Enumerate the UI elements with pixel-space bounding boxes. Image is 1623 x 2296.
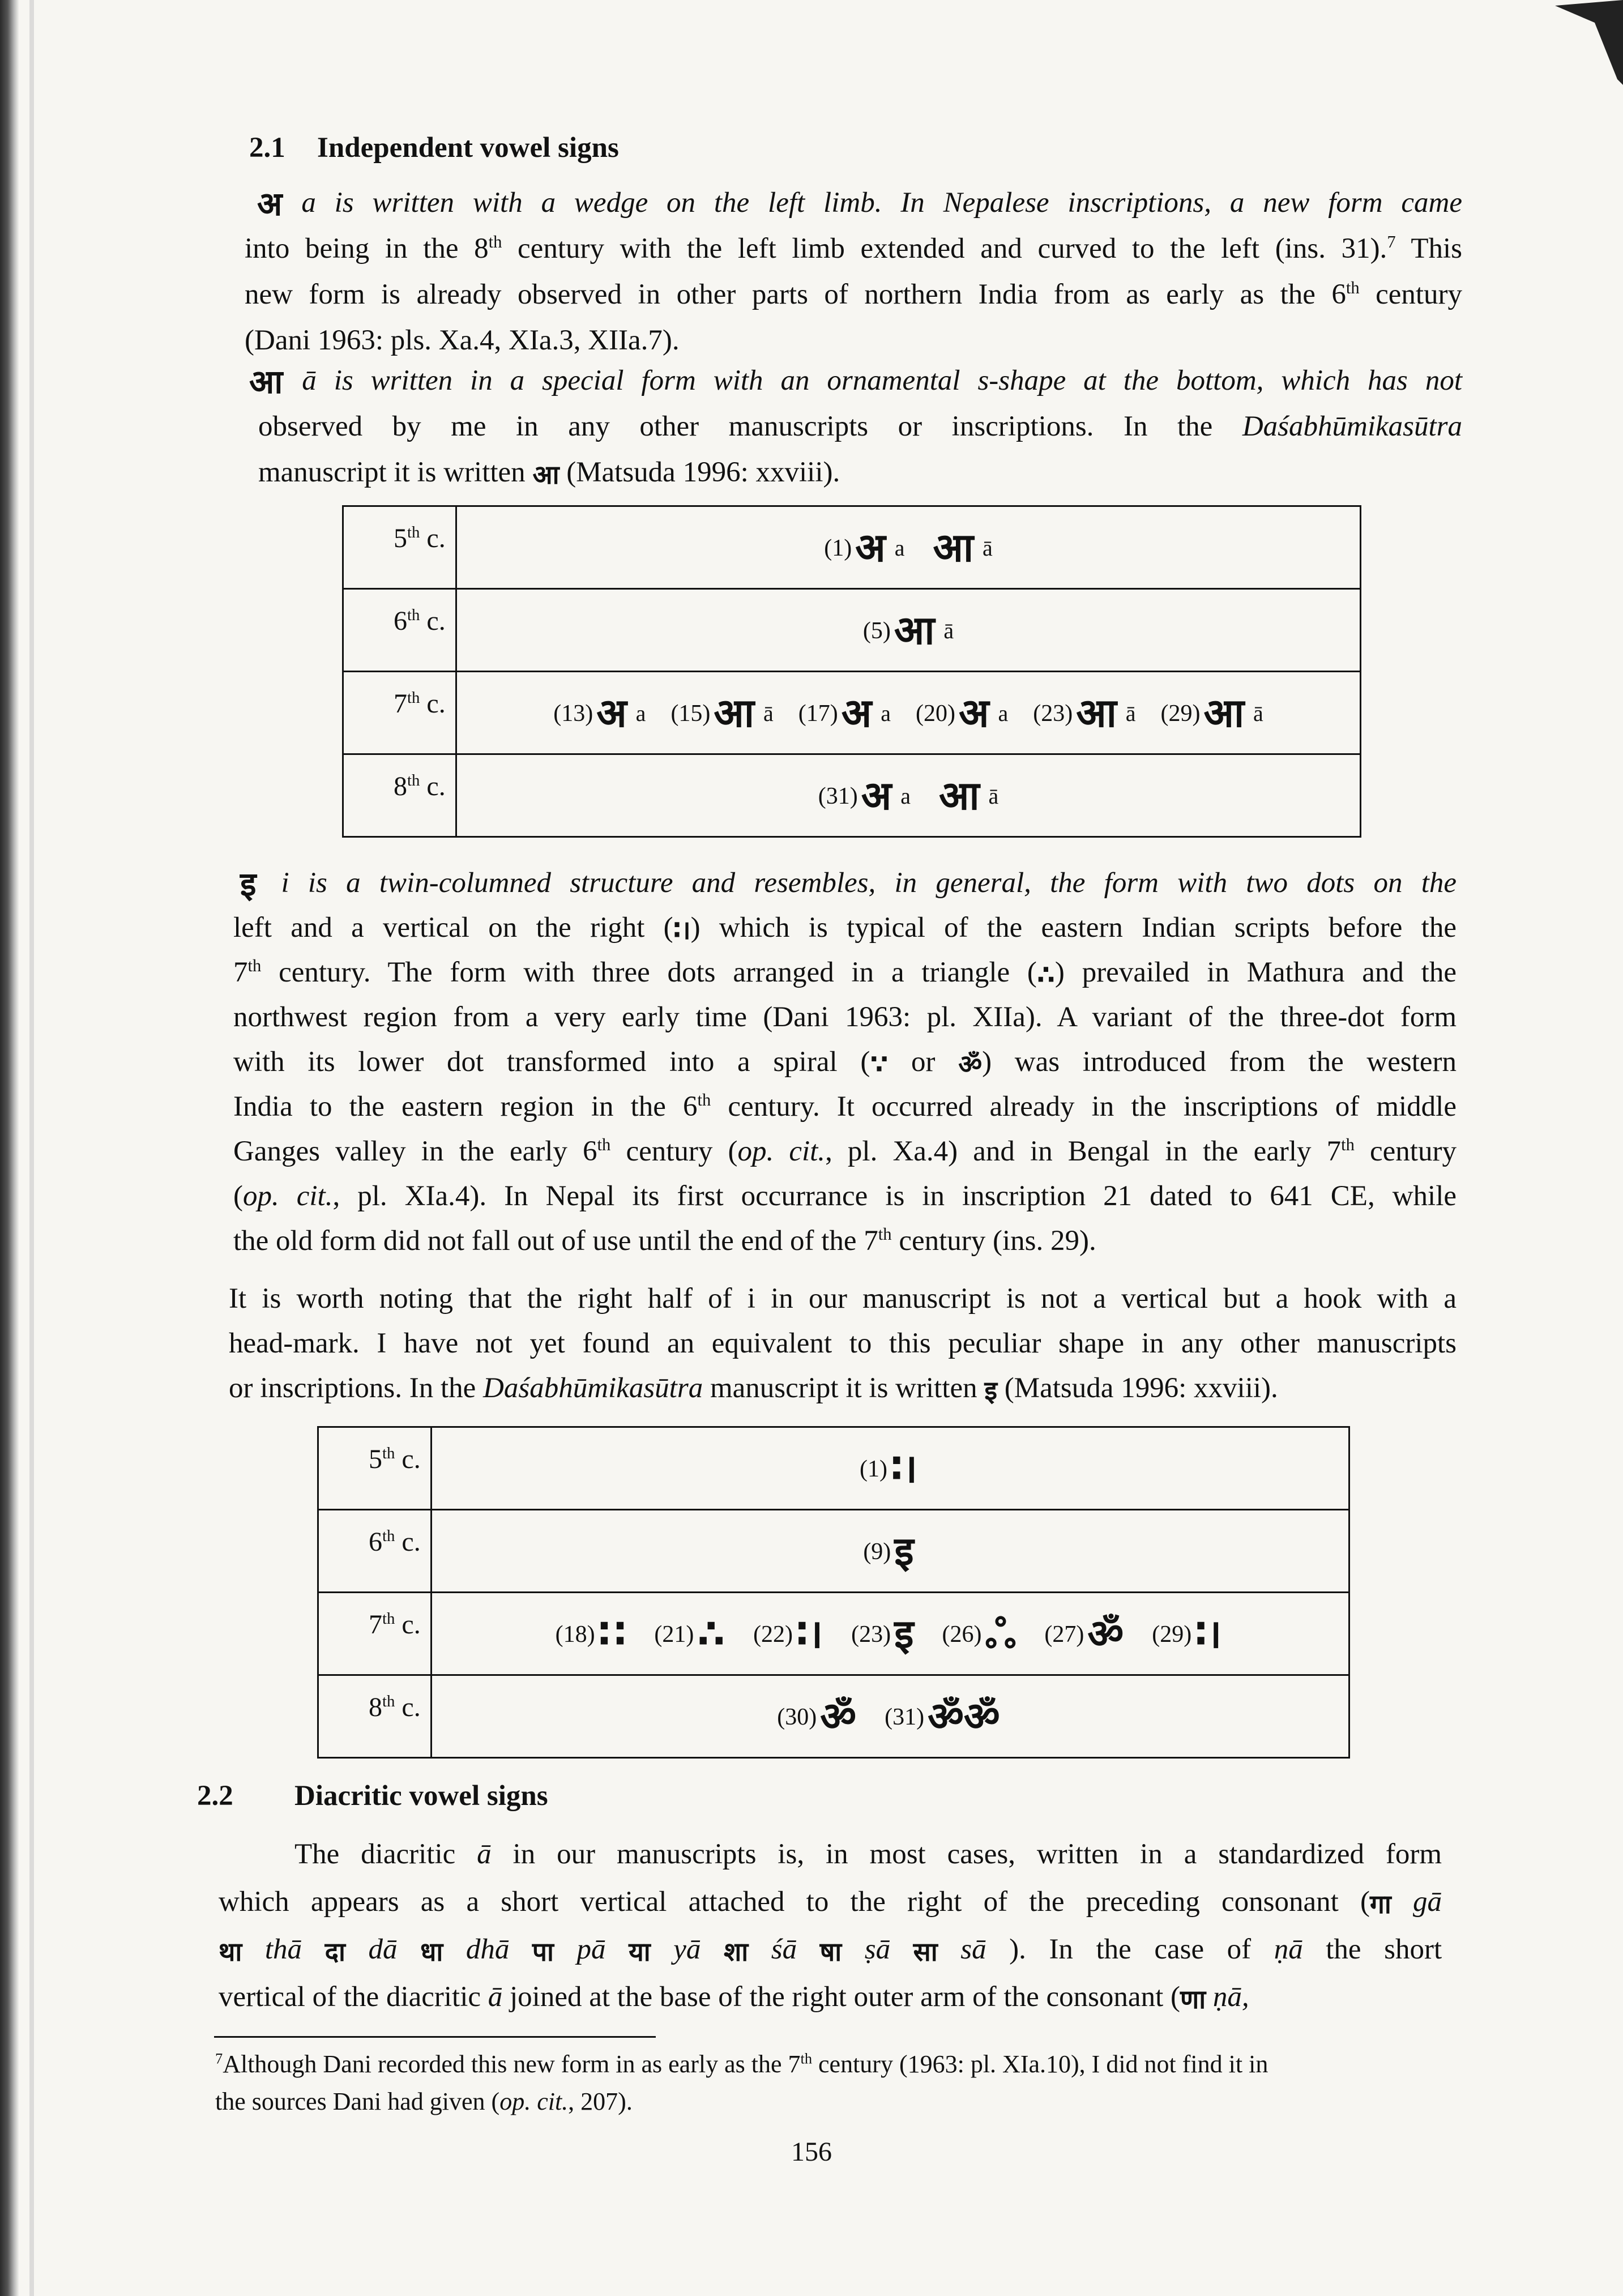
century-number: 6 xyxy=(394,606,407,636)
century-number: 7 xyxy=(394,689,407,719)
text: ). In the case of xyxy=(1009,1934,1252,1965)
page-number: 156 xyxy=(791,2137,832,2167)
text: 7 xyxy=(233,957,248,988)
text: joined at the base of the right outer arm of the consonant ( xyxy=(510,1981,1180,2013)
form-entry xyxy=(862,607,954,654)
form-entry xyxy=(553,689,646,736)
transliteration: yā xyxy=(673,1934,701,1965)
table-row xyxy=(343,506,1361,589)
transliteration: ā xyxy=(1125,700,1136,726)
transliteration: ā xyxy=(983,535,993,561)
glyph-ga-icon: गा xyxy=(1370,1889,1391,1919)
text: This xyxy=(1395,233,1462,264)
text: , pl. Xa.4) and in Bengal in the early 7 xyxy=(825,1136,1342,1167)
text: , pl. XIa.4). In Nepal its first occurrance is in inscription 21 dated to 641 CE, while xyxy=(332,1180,1457,1212)
glyph-two-dots-vertical-icon: ∶। xyxy=(673,915,691,945)
text: ) prevailed in Mathura and the xyxy=(1054,957,1457,988)
text-title: Daśabhūmikasūtra xyxy=(1242,411,1462,442)
inscription-number: (17) xyxy=(798,700,838,727)
transliteration: thā xyxy=(264,1934,302,1965)
century-number: 7 xyxy=(369,1610,382,1640)
century-cell xyxy=(343,672,456,754)
glyph-consonant-aa-icon: पा xyxy=(532,1936,554,1967)
akshara-glyph-icon: ஃ xyxy=(985,1610,1016,1657)
table-row xyxy=(318,1593,1349,1675)
akshara-glyph-icon: अ xyxy=(958,689,989,736)
glyph-consonant-aa-icon: षा xyxy=(819,1936,842,1967)
inscription-number: (21) xyxy=(654,1621,694,1648)
sup: th xyxy=(1346,278,1360,297)
glyph-consonant-aa-icon: धा xyxy=(420,1936,443,1967)
akshara-glyph-icon: अ xyxy=(841,689,872,736)
akshara-glyph-icon: अ xyxy=(596,689,627,736)
century-suffix: c. xyxy=(420,523,446,553)
glyph-nna-icon: णा xyxy=(1180,1984,1206,2015)
transliteration: a xyxy=(881,700,891,726)
section-title: Independent vowel signs xyxy=(317,132,619,164)
sup: th xyxy=(1341,1135,1355,1154)
sup: th xyxy=(407,523,420,541)
text: century with the left limb extended and curved to the left (ins. 31). xyxy=(502,233,1387,264)
transliteration: a xyxy=(894,535,905,561)
akshara-glyph-icon: ∴ xyxy=(697,1610,725,1657)
footnote-mark: 7 xyxy=(215,2050,223,2067)
inscription-number: (15) xyxy=(670,700,711,727)
form-entry xyxy=(863,1527,917,1574)
text: new form is already observed in other parts of northern India from as early as the 6 xyxy=(245,279,1346,310)
scan-left-edge xyxy=(0,0,19,2296)
text: vertical of the diacritic xyxy=(219,1981,481,2013)
text: ṇā, xyxy=(1212,1981,1249,2013)
footnote xyxy=(215,2046,1433,2120)
sup: th xyxy=(407,689,420,707)
sup: th xyxy=(382,1692,395,1710)
form-entry xyxy=(1044,1610,1127,1657)
paragraph-vowel-i xyxy=(233,861,1457,1264)
text: ( xyxy=(233,1180,243,1212)
century-suffix: c. xyxy=(420,771,446,801)
form-entry xyxy=(915,689,1009,736)
transliteration: pā xyxy=(576,1934,606,1965)
sup: th xyxy=(382,1610,395,1628)
text: ā xyxy=(488,1981,503,2013)
table-row xyxy=(343,589,1361,672)
akshara-glyph-icon: इ xyxy=(894,1527,914,1574)
form-entry xyxy=(929,524,993,571)
akshara-glyph-icon: आ xyxy=(714,689,754,736)
akshara-glyph-icon: इ xyxy=(894,1610,914,1657)
forms-cell xyxy=(432,1510,1349,1593)
form-entry xyxy=(1160,689,1263,736)
scan-corner-mark xyxy=(1532,0,1623,85)
form-entry xyxy=(1152,1610,1225,1657)
form-entry xyxy=(851,1610,917,1657)
text: (Dani 1963: pls. Xa.4, XIa.3, XIIa.7). xyxy=(245,325,680,356)
text: left and a vertical on the right ( xyxy=(233,912,673,944)
inscription-number: (1) xyxy=(859,1456,887,1482)
inscription-number: (13) xyxy=(553,700,593,727)
inscription-number: (1) xyxy=(824,535,852,561)
century-number: 8 xyxy=(369,1692,382,1722)
inscription-number: (9) xyxy=(863,1538,891,1565)
forms-cell xyxy=(456,672,1361,754)
akshara-glyph-icon: ∶। xyxy=(796,1610,823,1657)
text: op. cit. xyxy=(499,2088,569,2115)
century-suffix: c. xyxy=(395,1444,421,1474)
text: century xyxy=(1359,279,1462,310)
text: ṇā xyxy=(1274,1934,1303,1965)
sup: th xyxy=(697,1090,711,1109)
akshara-glyph-icon: ॐ xyxy=(820,1693,857,1740)
text: or inscriptions. In the xyxy=(229,1372,476,1404)
form-entry xyxy=(670,689,774,736)
transliteration: a xyxy=(900,783,911,809)
table-vowel-i-forms xyxy=(317,1426,1350,1759)
century-cell xyxy=(343,589,456,672)
table-row xyxy=(318,1427,1349,1510)
akshara-glyph-icon: ∷ xyxy=(598,1610,626,1657)
text: with its lower dot transformed into a spiral ( xyxy=(233,1046,870,1078)
sup: th xyxy=(407,771,420,789)
transliteration: ā xyxy=(763,700,774,726)
form-entry xyxy=(859,1445,921,1492)
sup: th xyxy=(597,1135,611,1154)
table-row xyxy=(318,1675,1349,1758)
inscription-number: (23) xyxy=(851,1621,891,1648)
century-suffix: c. xyxy=(420,606,446,636)
glyph-i-icon: इ xyxy=(984,1375,997,1406)
century-number: 6 xyxy=(369,1527,382,1557)
form-entry xyxy=(818,772,911,819)
form-entry xyxy=(777,1693,860,1740)
table-vowel-a-forms xyxy=(342,505,1361,838)
century-cell xyxy=(343,754,456,837)
akshara-glyph-icon: आ xyxy=(933,524,973,571)
inscription-number: (18) xyxy=(555,1621,595,1648)
text: manuscript it is written xyxy=(258,456,526,488)
inscription-number: (27) xyxy=(1044,1621,1084,1648)
footnote-ref: 7 xyxy=(1387,232,1396,251)
text: ) was introduced from the western xyxy=(982,1046,1457,1078)
inscription-number: (29) xyxy=(1160,700,1201,727)
century-cell xyxy=(318,1593,432,1675)
text: Although Dani recorded this new form in as early as the 7 xyxy=(223,2050,801,2078)
akshara-glyph-icon: ॐॐ xyxy=(928,1693,1000,1740)
text: northwest region from a very early time (Dani 1963: pl. XIIa). A variant of the three-dot form xyxy=(233,1001,1457,1033)
scan-left-shadow xyxy=(29,0,34,2296)
akshara-glyph-icon: अ xyxy=(855,524,886,571)
paragraph-vowel-a xyxy=(245,180,1462,364)
transliteration: ā xyxy=(1253,700,1263,726)
century-cell xyxy=(318,1675,432,1758)
text: head-mark. I have not yet found an equivalent to this peculiar shape in any other manuscripts xyxy=(229,1328,1457,1359)
akshara-glyph-icon: ॐ xyxy=(1087,1610,1124,1657)
glyph-aa-icon: आ xyxy=(249,362,283,401)
inscription-number: (5) xyxy=(862,617,891,644)
inscription-number: (22) xyxy=(753,1621,793,1648)
forms-cell xyxy=(456,589,1361,672)
century-number: 5 xyxy=(394,523,407,553)
glyph-consonant-aa-icon: था xyxy=(219,1936,242,1967)
akshara-glyph-icon: ∶। xyxy=(1195,1610,1222,1657)
sup: th xyxy=(488,232,502,251)
section-number: 2.2 xyxy=(197,1780,233,1812)
sup: th xyxy=(382,1444,395,1462)
form-entry xyxy=(824,524,905,571)
text: India to the eastern region in the 6 xyxy=(233,1091,698,1123)
text: the old form did not fall out of use until the end of the 7 xyxy=(233,1225,878,1257)
akshara-glyph-icon: आ xyxy=(894,607,935,654)
inscription-number: (31) xyxy=(818,783,858,809)
text: i is a twin-columned structure and resembles, in general, the form with two dots on the xyxy=(281,867,1457,899)
sup: th xyxy=(800,2050,813,2067)
text: in our manuscripts is, in most cases, written in a standardized form xyxy=(512,1838,1442,1870)
form-entry xyxy=(885,1693,1003,1740)
table-row xyxy=(343,672,1361,754)
glyph-aa-icon: आ xyxy=(532,459,559,490)
text: observed by me in any other manuscripts or inscriptions. In the xyxy=(258,411,1213,442)
text: The diacritic xyxy=(294,1838,456,1870)
text: the short xyxy=(1326,1934,1442,1965)
text: ā xyxy=(477,1838,492,1870)
transliteration: a xyxy=(635,700,646,726)
transliteration: sā xyxy=(960,1934,986,1965)
glyph-a-icon: अ xyxy=(257,185,283,223)
text: ā is written in a special form with an ornamental s-shape at the bottom, which has not xyxy=(302,365,1462,396)
text: gā xyxy=(1413,1886,1442,1918)
transliteration: dhā xyxy=(465,1934,510,1965)
text: op. cit. xyxy=(242,1180,333,1212)
paragraph-vowel-i-note xyxy=(229,1277,1457,1411)
table-row xyxy=(318,1510,1349,1593)
text: It is worth noting that the right half of i in our manuscript is not a vertical but a hook with a xyxy=(229,1283,1457,1315)
section-number: 2.1 xyxy=(249,132,285,164)
glyph-consonant-aa-icon: शा xyxy=(723,1936,749,1967)
century-number: 5 xyxy=(369,1444,382,1474)
text: , 207). xyxy=(568,2088,633,2115)
paragraph-vowel-aa xyxy=(245,358,1462,496)
glyph-consonant-aa-icon: या xyxy=(629,1936,651,1967)
transliteration: śā xyxy=(771,1934,797,1965)
century-suffix: c. xyxy=(395,1527,421,1557)
transliteration: ā xyxy=(988,783,999,809)
form-entry xyxy=(936,772,999,819)
text: (Matsuda 1996: xxviii). xyxy=(566,456,840,488)
glyph-consonant-aa-icon: दा xyxy=(324,1936,345,1967)
text-title: Daśabhūmikasūtra xyxy=(483,1372,703,1404)
text: a is written with a wedge on the left limb. In Nepalese inscriptions, a new form came xyxy=(301,187,1462,219)
forms-cell xyxy=(432,1427,1349,1510)
text: or xyxy=(888,1046,959,1078)
table-row xyxy=(343,754,1361,837)
text: century. It occurred already in the inscriptions of middle xyxy=(711,1091,1457,1123)
inscription-number: (23) xyxy=(1033,700,1073,727)
text: into being in the 8 xyxy=(245,233,489,264)
forms-cell xyxy=(432,1593,1349,1675)
glyph-i-icon: इ xyxy=(240,865,257,903)
text: manuscript it is written xyxy=(710,1372,977,1404)
text: the sources Dani had given ( xyxy=(215,2088,500,2115)
form-entry xyxy=(798,689,891,736)
inscription-number: (30) xyxy=(777,1704,817,1730)
form-entry xyxy=(555,1610,630,1657)
form-entry xyxy=(753,1610,826,1657)
akshara-glyph-icon: आ xyxy=(938,772,980,819)
sup: th xyxy=(878,1224,892,1244)
text: century xyxy=(1354,1136,1457,1167)
section-title: Diacritic vowel signs xyxy=(294,1780,548,1812)
century-cell xyxy=(343,506,456,589)
forms-cell xyxy=(432,1675,1349,1758)
transliteration: ṣā xyxy=(864,1934,891,1965)
century-suffix: c. xyxy=(420,689,446,719)
form-entry xyxy=(1033,689,1136,736)
text: which appears as a short vertical attached to the right of the preceding consonant ( xyxy=(219,1886,1370,1918)
paragraph-diacritic-a xyxy=(219,1830,1442,2021)
century-cell xyxy=(318,1427,432,1510)
sup: th xyxy=(382,1527,395,1545)
sup: th xyxy=(407,606,420,624)
footnote-rule xyxy=(214,2036,656,2038)
glyph-spiral-variant-icon: ॐ xyxy=(958,1049,983,1079)
akshara-glyph-icon: अ xyxy=(861,772,892,819)
form-entry xyxy=(654,1610,728,1657)
glyph-spiral-variant-icon: ∵ xyxy=(870,1049,889,1079)
akshara-glyph-icon: आ xyxy=(1203,689,1245,736)
glyph-three-dots-icon: ∴ xyxy=(1036,959,1055,990)
text: Ganges valley in the early 6 xyxy=(233,1136,597,1167)
section-heading-2-2 xyxy=(197,1779,548,1812)
section-heading-2-1 xyxy=(249,131,619,164)
sup: th xyxy=(247,956,262,975)
akshara-glyph-icon: आ xyxy=(1076,689,1117,736)
text: (Matsuda 1996: xxviii). xyxy=(1004,1372,1278,1404)
forms-cell xyxy=(456,506,1361,589)
transliteration: a xyxy=(998,700,1009,726)
text: century (1963: pl. XIa.10), I did not find it in xyxy=(812,2050,1268,2078)
text: ) which is typical of the eastern Indian scripts before the xyxy=(690,912,1457,944)
transliteration: ā xyxy=(943,617,954,643)
century-suffix: c. xyxy=(395,1610,421,1640)
century-number: 8 xyxy=(394,771,407,801)
inscription-number: (20) xyxy=(915,700,955,727)
century-suffix: c. xyxy=(395,1692,421,1722)
text: century. The form with three dots arranged in a triangle ( xyxy=(261,957,1037,988)
text: op. cit. xyxy=(737,1136,826,1167)
forms-cell xyxy=(456,754,1361,837)
text: century ( xyxy=(610,1136,738,1167)
inscription-number: (26) xyxy=(942,1621,982,1648)
glyph-consonant-aa-icon: सा xyxy=(913,1936,938,1967)
akshara-glyph-icon: ∶। xyxy=(890,1445,918,1492)
form-entry xyxy=(942,1610,1020,1657)
century-cell xyxy=(318,1510,432,1593)
text: century (ins. 29). xyxy=(891,1225,1096,1257)
inscription-number: (31) xyxy=(885,1704,925,1730)
transliteration: dā xyxy=(368,1934,398,1965)
inscription-number: (29) xyxy=(1152,1621,1192,1648)
